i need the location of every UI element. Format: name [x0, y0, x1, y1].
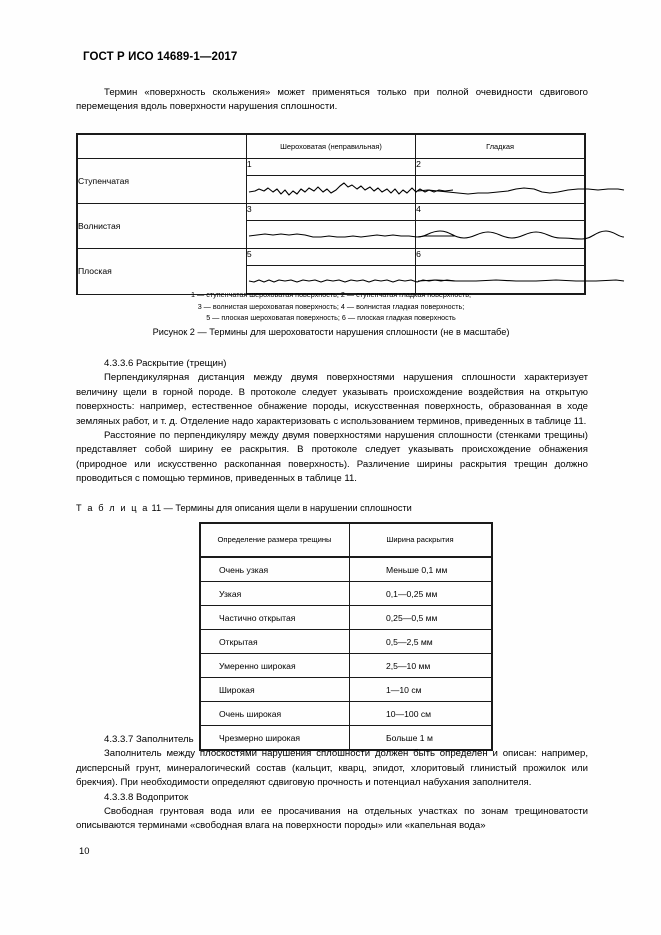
standard-header: ГОСТ Р ИСО 14689-1—2017: [83, 51, 238, 63]
figure-cell-number-4: 4: [416, 204, 585, 221]
figure-legend-line-1: 1 — ступенчатая шероховатая поверхность; 2 — ступенчатая гладкая поверхность;: [191, 290, 471, 299]
table-11-term-7: Чрезмерно широкая: [200, 726, 350, 751]
figure-header-empty: [77, 134, 246, 159]
table-row: [200, 630, 492, 654]
table-11-width-1: 0,1—0,25 мм: [350, 582, 493, 606]
figure-2-table: [76, 133, 586, 295]
table-row: [200, 702, 492, 726]
intro-paragraph: Термин «поверхность скольжения» может применяться только при полной очевидности сдвигового перемещения вдоль поверхности нарушения сплошности.: [76, 87, 588, 113]
clause-4338-heading: 4.3.3.8 Водоприток: [104, 791, 189, 803]
table-row: [200, 582, 492, 606]
table-11-header-width: Ширина раскрытия: [350, 523, 493, 557]
clause-4336-paragraph-1: Перпендикулярная дистанция между двумя поверхностями нарушения сплошности характеризует величину щели в горной породе. В протоколе следует указывать происхождение воздействия на открытую поверхность: например, естественное обнажение породы, искусственная поверхность, образованная в ходе земляных работ, и т. д. Отделение надо характеризовать с использованием терминов, приведенных в таблице 11.: [76, 372, 588, 427]
table-11-caption-number: 11: [151, 503, 162, 513]
figure-header-row: [77, 134, 585, 159]
figure-2-title: Рисунок 2 — Термины для шероховатости нарушения сплошности (не в масштабе): [152, 327, 510, 337]
table-11-width-4: 2,5—10 мм: [350, 654, 493, 678]
figure-row-stepped-numbers: [77, 159, 585, 176]
table-11-caption-prefix: Т а б л и ц а: [76, 503, 149, 513]
clause-4337-4338-block: [76, 733, 588, 834]
figure-row-label-planar: Плоская: [77, 249, 246, 295]
table-row: [200, 606, 492, 630]
table-11-caption: [76, 503, 412, 513]
figure-2-legend: [76, 289, 586, 324]
figure-wave-1-rough-stepped: [246, 176, 415, 204]
table-row: [200, 678, 492, 702]
clause-4336-paragraph-2: Расстояние по перпендикуляру между двумя поверхностями нарушения сплошности (стенками трещины) представляет собой ширину ее раскрытия. В протоколе следует указывать происхождение обнажения (природное или искусственно раскопанная поверхность). Различение ширины раскрытия трещин должно проводиться с помощью терминов, приведенных в таблице 11.: [76, 430, 588, 485]
figure-row-label-stepped: Ступенчатая: [77, 159, 246, 204]
clause-4336-heading: 4.3.3.6 Раскрытие (трещин): [104, 358, 227, 369]
table-11-term-5: Широкая: [200, 678, 350, 702]
figure-legend-line-3: 5 — плоская шероховатая поверхность; 6 — плоская гладкая поверхность: [206, 313, 456, 322]
table-11-width-3: 0,5—2,5 мм: [350, 630, 493, 654]
table-11-width-0: Меньше 0,1 мм: [350, 557, 493, 582]
table-11-term-4: Умеренно широкая: [200, 654, 350, 678]
figure-row-label-undulating: Волнистая: [77, 204, 246, 249]
page-number: 10: [79, 845, 90, 856]
figure-cell-number-2: 2: [416, 159, 585, 176]
figure-header-rough: Шероховатая (неправильная): [246, 134, 415, 159]
table-11-header-row: [200, 523, 492, 557]
table-11-header-term: Определение размера трещины: [200, 523, 350, 557]
table-11-width-5: 1—10 см: [350, 678, 493, 702]
figure-header-smooth: Гладкая: [416, 134, 585, 159]
table-row: [200, 557, 492, 582]
table-11-term-1: Узкая: [200, 582, 350, 606]
table-11-width-6: 10—100 см: [350, 702, 493, 726]
figure-cell-number-6: 6: [416, 249, 585, 266]
table-11: [199, 522, 493, 751]
table-11-term-6: Очень широкая: [200, 702, 350, 726]
figure-row-undulating-numbers: [77, 204, 585, 221]
figure-cell-number-1: 1: [246, 159, 415, 176]
figure-wave-4-smooth-undulating: [416, 221, 585, 249]
clause-4336-block: [76, 357, 588, 487]
intro-block: [76, 86, 588, 115]
figure-legend-line-2: 3 — волнистая шероховатая поверхность; 4 — волнистая гладкая поверхность;: [197, 301, 465, 311]
figure-wave-3-rough-undulating: [246, 221, 415, 249]
clause-4338-paragraph-1: Свободная грунтовая вода или ее просачивания на отдельных участках по зонам трещиноватости описываются терминами «свободная влага на поверхности породы» или «капельная вода»: [76, 806, 588, 832]
table-11-width-2: 0,25—0,5 мм: [350, 606, 493, 630]
figure-cell-number-3: 3: [246, 204, 415, 221]
table-row: [200, 654, 492, 678]
table-11-term-2: Частично открытая: [200, 606, 350, 630]
clause-4337-paragraph-1: Заполнитель между плоскостями нарушения сплошности должен быть определен и описан: например, дисперсный грунт, минералогический состав (кальцит, кварц, эпидот, хлоритовый глинистый прожилок или брекчия). При необходимости определяют сдвиговую прочность и потенциал набухания заполнителя.: [76, 748, 588, 789]
figure-cell-number-5: 5: [246, 249, 415, 266]
table-11-width-7: Больше 1 м: [350, 726, 493, 751]
figure-row-planar-numbers: [77, 249, 585, 266]
table-11-caption-text: — Термины для описания щели в нарушении сплошности: [163, 503, 412, 513]
table-11-term-0: Очень узкая: [200, 557, 350, 582]
table-11-term-3: Открытая: [200, 630, 350, 654]
clause-4337-heading: 4.3.3.7 Заполнитель: [104, 734, 194, 745]
